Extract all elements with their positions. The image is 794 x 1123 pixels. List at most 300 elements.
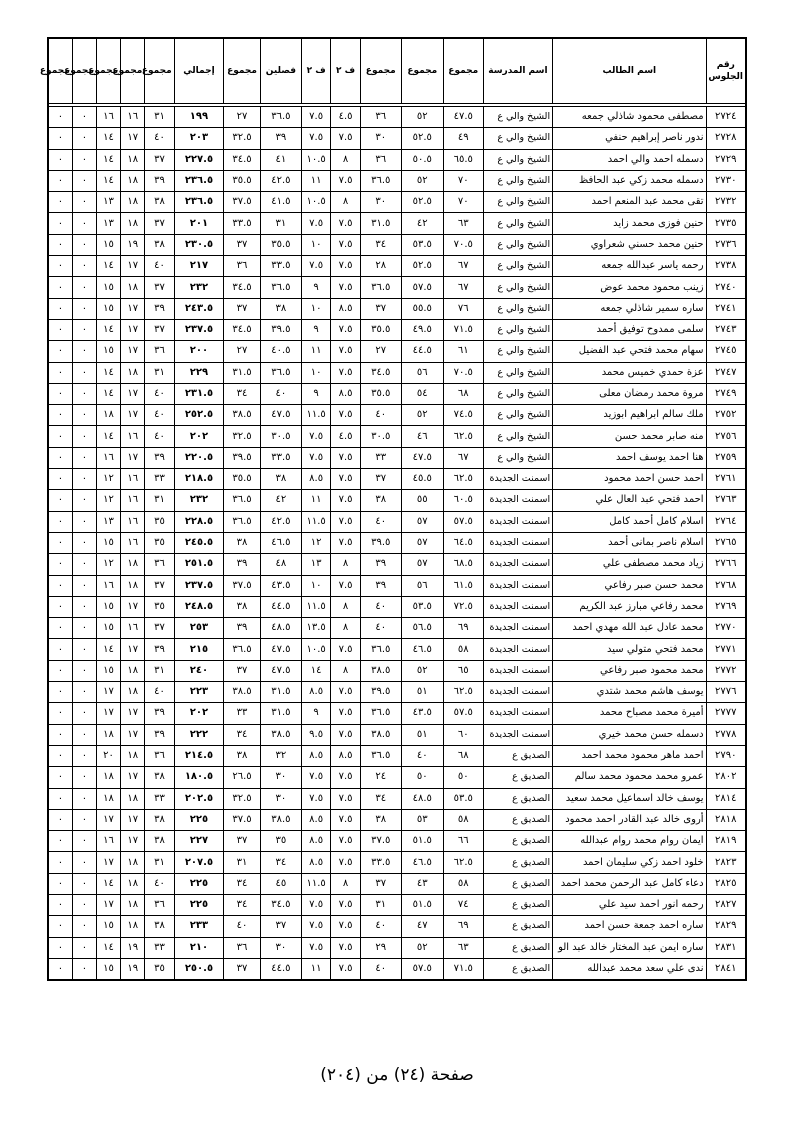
cell-total-9: ٠ bbox=[48, 234, 72, 255]
cell-total-2: ٥١ bbox=[401, 724, 443, 745]
cell-total-7: ٢٠ bbox=[96, 745, 120, 766]
cell-total-6: ١٨ bbox=[121, 852, 145, 873]
cell-term2-a: ٧.٥ bbox=[331, 213, 360, 234]
cell-total-3: ٣٥.٥ bbox=[360, 319, 401, 340]
cell-student-name: احمد ماهر محمود محمد احمد bbox=[553, 745, 706, 766]
cell-seat-number: ٢٧٤٣ bbox=[706, 319, 746, 340]
cell-total-9: ٠ bbox=[48, 170, 72, 191]
cell-total-7: ١٧ bbox=[96, 852, 120, 873]
cell-term2-b: ٧.٥ bbox=[301, 213, 330, 234]
cell-total-3: ٢٨ bbox=[360, 256, 401, 277]
cell-school-name: اسمنت الجديدة bbox=[483, 575, 552, 596]
cell-term2-b: ٩ bbox=[301, 703, 330, 724]
cell-total-7: ١٥ bbox=[96, 916, 120, 937]
cell-school-name: الشيخ والي ع bbox=[483, 128, 552, 149]
cell-seat-number: ٢٧٤٥ bbox=[706, 341, 746, 362]
cell-total-5: ٣٥ bbox=[145, 958, 174, 980]
cell-total-5: ٣٩ bbox=[145, 639, 174, 660]
cell-student-name: ساره سمير شاذلي جمعه bbox=[553, 298, 706, 319]
cell-seat-number: ٢٧٦٣ bbox=[706, 490, 746, 511]
cell-total-8: ٠ bbox=[72, 894, 96, 915]
cell-total-3: ٣٤.٥ bbox=[360, 362, 401, 383]
cell-term2-a: ٧.٥ bbox=[331, 809, 360, 830]
cell-two-terms: ٤٤.٥ bbox=[260, 596, 301, 617]
cell-total-4: ٢٧ bbox=[224, 107, 261, 128]
cell-two-terms: ٣٥ bbox=[260, 831, 301, 852]
cell-total-4: ٣٩.٥ bbox=[224, 447, 261, 468]
cell-seat-number: ٢٧٥٩ bbox=[706, 447, 746, 468]
table-row bbox=[48, 405, 746, 426]
cell-student-name: هنا احمد يوسف احمد bbox=[553, 447, 706, 468]
cell-seat-number: ٢٨١٩ bbox=[706, 831, 746, 852]
table-row bbox=[48, 469, 746, 490]
table-row bbox=[48, 660, 746, 681]
cell-total-2: ٤٧ bbox=[401, 916, 443, 937]
cell-grand-total: ٢٠٢.٥ bbox=[174, 788, 223, 809]
cell-total-1: ٦٨.٥ bbox=[443, 554, 483, 575]
cell-total-1: ٧٤ bbox=[443, 894, 483, 915]
cell-term2-b: ٧.٥ bbox=[301, 107, 330, 128]
table-row bbox=[48, 213, 746, 234]
cell-total-3: ٢٩ bbox=[360, 937, 401, 958]
cell-total-5: ٤٠ bbox=[145, 426, 174, 447]
cell-total-8: ٠ bbox=[72, 213, 96, 234]
cell-total-9: ٠ bbox=[48, 405, 72, 426]
cell-term2-b: ٧.٥ bbox=[301, 788, 330, 809]
cell-total-5: ٣٥ bbox=[145, 596, 174, 617]
cell-school-name: اسمنت الجديدة bbox=[483, 639, 552, 660]
cell-total-9: ٠ bbox=[48, 426, 72, 447]
cell-total-7: ١٧ bbox=[96, 809, 120, 830]
cell-term2-a: ٧.٥ bbox=[331, 831, 360, 852]
cell-total-9: ٠ bbox=[48, 107, 72, 128]
cell-total-7: ١٢ bbox=[96, 469, 120, 490]
cell-total-4: ٣٨.٥ bbox=[224, 682, 261, 703]
cell-seat-number: ٢٨٣١ bbox=[706, 937, 746, 958]
cell-total-5: ٤٠ bbox=[145, 256, 174, 277]
cell-total-2: ٥٣.٥ bbox=[401, 234, 443, 255]
cell-term2-a: ٧.٥ bbox=[331, 277, 360, 298]
cell-two-terms: ٣٩ bbox=[260, 128, 301, 149]
cell-term2-a: ٧.٥ bbox=[331, 362, 360, 383]
cell-term2-a: ٧.٥ bbox=[331, 256, 360, 277]
cell-total-4: ٣٣.٥ bbox=[224, 213, 261, 234]
cell-seat-number: ٢٨٢٥ bbox=[706, 873, 746, 894]
cell-total-6: ١٦ bbox=[121, 490, 145, 511]
cell-school-name: الشيخ والي ع bbox=[483, 298, 552, 319]
cell-two-terms: ٣٦.٥ bbox=[260, 362, 301, 383]
cell-total-1: ٦٨ bbox=[443, 383, 483, 404]
cell-term2-a: ٧.٥ bbox=[331, 490, 360, 511]
cell-total-3: ٣٧.٥ bbox=[360, 831, 401, 852]
cell-total-5: ٣٨ bbox=[145, 831, 174, 852]
cell-total-7: ١٨ bbox=[96, 767, 120, 788]
cell-term2-a: ٧.٥ bbox=[331, 319, 360, 340]
cell-student-name: عزة حمدي خميس محمد bbox=[553, 362, 706, 383]
cell-total-6: ١٦ bbox=[121, 469, 145, 490]
cell-total-3: ٣٦.٥ bbox=[360, 170, 401, 191]
cell-total-6: ١٨ bbox=[121, 788, 145, 809]
cell-total-5: ٤٠ bbox=[145, 383, 174, 404]
cell-total-5: ٣٩ bbox=[145, 724, 174, 745]
cell-total-3: ٤٠ bbox=[360, 618, 401, 639]
cell-total-1: ٦٢.٥ bbox=[443, 426, 483, 447]
cell-student-name: منه صابر محمد حسن bbox=[553, 426, 706, 447]
cell-total-7: ١٤ bbox=[96, 149, 120, 170]
cell-total-5: ٣٧ bbox=[145, 319, 174, 340]
cell-grand-total: ١٨٠.٥ bbox=[174, 767, 223, 788]
cell-term2-a: ٧.٥ bbox=[331, 128, 360, 149]
cell-seat-number: ٢٧٧٧ bbox=[706, 703, 746, 724]
cell-total-7: ١٧ bbox=[96, 703, 120, 724]
cell-total-2: ٤٦.٥ bbox=[401, 639, 443, 660]
cell-total-3: ٣٤ bbox=[360, 788, 401, 809]
table-row bbox=[48, 341, 746, 362]
cell-total-4: ٢٧ bbox=[224, 341, 261, 362]
cell-two-terms: ٣١.٥ bbox=[260, 703, 301, 724]
table-row bbox=[48, 873, 746, 894]
table-row bbox=[48, 107, 746, 128]
cell-total-8: ٠ bbox=[72, 426, 96, 447]
cell-total-4: ٣٧ bbox=[224, 831, 261, 852]
cell-total-9: ٠ bbox=[48, 660, 72, 681]
cell-total-2: ٤٨.٥ bbox=[401, 788, 443, 809]
cell-total-3: ٣٩ bbox=[360, 575, 401, 596]
cell-school-name: اسمنت الجديدة bbox=[483, 703, 552, 724]
table-row bbox=[48, 639, 746, 660]
cell-total-9: ٠ bbox=[48, 682, 72, 703]
cell-total-5: ٣٦ bbox=[145, 554, 174, 575]
cell-total-3: ٣٦.٥ bbox=[360, 277, 401, 298]
cell-school-name: الشيخ والي ع bbox=[483, 149, 552, 170]
cell-total-2: ٥٠ bbox=[401, 767, 443, 788]
cell-grand-total: ٢٣٧.٥ bbox=[174, 575, 223, 596]
cell-student-name: ملك سالم ابراهيم ابوزيد bbox=[553, 405, 706, 426]
cell-total-3: ٤٠ bbox=[360, 958, 401, 980]
cell-total-2: ٥٧.٥ bbox=[401, 277, 443, 298]
table-row bbox=[48, 128, 746, 149]
cell-total-1: ٥٠ bbox=[443, 767, 483, 788]
cell-total-4: ٣٥.٥ bbox=[224, 170, 261, 191]
cell-school-name: الشيخ والي ع bbox=[483, 447, 552, 468]
cell-total-2: ٥٣.٥ bbox=[401, 596, 443, 617]
cell-total-8: ٠ bbox=[72, 447, 96, 468]
cell-total-4: ٣٤ bbox=[224, 894, 261, 915]
cell-total-4: ٣٦.٥ bbox=[224, 639, 261, 660]
cell-total-5: ٣١ bbox=[145, 490, 174, 511]
cell-two-terms: ٣٨ bbox=[260, 469, 301, 490]
cell-total-9: ٠ bbox=[48, 745, 72, 766]
cell-total-1: ٦٨ bbox=[443, 745, 483, 766]
cell-term2-b: ١٤ bbox=[301, 660, 330, 681]
cell-grand-total: ٢٤٠ bbox=[174, 660, 223, 681]
cell-total-8: ٠ bbox=[72, 192, 96, 213]
cell-two-terms: ٤٠.٥ bbox=[260, 341, 301, 362]
cell-term2-b: ١١ bbox=[301, 490, 330, 511]
cell-total-8: ٠ bbox=[72, 916, 96, 937]
cell-total-8: ٠ bbox=[72, 639, 96, 660]
cell-student-name: دعاء كامل عبد الرحمن محمد احمد bbox=[553, 873, 706, 894]
cell-term2-a: ٧.٥ bbox=[331, 405, 360, 426]
cell-total-8: ٠ bbox=[72, 170, 96, 191]
table-row bbox=[48, 362, 746, 383]
cell-term2-b: ٧.٥ bbox=[301, 767, 330, 788]
cell-total-2: ٥٤ bbox=[401, 383, 443, 404]
cell-grand-total: ٢٢٣ bbox=[174, 682, 223, 703]
cell-total-1: ٦١.٥ bbox=[443, 575, 483, 596]
cell-seat-number: ٢٧٦٥ bbox=[706, 532, 746, 553]
cell-total-7: ١٤ bbox=[96, 170, 120, 191]
cell-total-9: ٠ bbox=[48, 831, 72, 852]
cell-total-6: ١٧ bbox=[121, 128, 145, 149]
cell-term2-b: ٧.٥ bbox=[301, 447, 330, 468]
cell-two-terms: ٣١.٥ bbox=[260, 682, 301, 703]
cell-total-2: ٥١.٥ bbox=[401, 831, 443, 852]
cell-seat-number: ٢٧٤٧ bbox=[706, 362, 746, 383]
cell-total-5: ٣٩ bbox=[145, 170, 174, 191]
cell-grand-total: ٢٣٣ bbox=[174, 916, 223, 937]
cell-total-9: ٠ bbox=[48, 192, 72, 213]
table-row bbox=[48, 809, 746, 830]
cell-seat-number: ٢٧٢٩ bbox=[706, 149, 746, 170]
cell-total-7: ١٦ bbox=[96, 831, 120, 852]
cell-student-name: ندور ناصر إبراهيم حنفي bbox=[553, 128, 706, 149]
table-row bbox=[48, 319, 746, 340]
cell-school-name: الصديق ع bbox=[483, 916, 552, 937]
cell-total-3: ٣٦.٥ bbox=[360, 639, 401, 660]
cell-total-5: ٤٠ bbox=[145, 682, 174, 703]
cell-term2-a: ٧.٥ bbox=[331, 958, 360, 980]
cell-student-name: محمد فتحي متولي سيد bbox=[553, 639, 706, 660]
cell-school-name: الشيخ والي ع bbox=[483, 107, 552, 128]
cell-total-8: ٠ bbox=[72, 383, 96, 404]
cell-seat-number: ٢٧٤٠ bbox=[706, 277, 746, 298]
cell-total-4: ٣٧ bbox=[224, 958, 261, 980]
cell-total-2: ٤٩.٥ bbox=[401, 319, 443, 340]
cell-total-5: ٣١ bbox=[145, 660, 174, 681]
cell-total-8: ٠ bbox=[72, 511, 96, 532]
cell-total-8: ٠ bbox=[72, 298, 96, 319]
cell-total-3: ٤٠ bbox=[360, 405, 401, 426]
cell-total-4: ٣٨ bbox=[224, 532, 261, 553]
cell-total-1: ٦٠ bbox=[443, 724, 483, 745]
cell-total-1: ٤٧.٥ bbox=[443, 107, 483, 128]
cell-total-2: ٥٧ bbox=[401, 532, 443, 553]
cell-total-7: ١٣ bbox=[96, 511, 120, 532]
table-row bbox=[48, 490, 746, 511]
cell-school-name: الشيخ والي ع bbox=[483, 192, 552, 213]
cell-student-name: حنين محمد حسني شعراوي bbox=[553, 234, 706, 255]
cell-total-7: ١٤ bbox=[96, 426, 120, 447]
cell-total-7: ١٦ bbox=[96, 447, 120, 468]
cell-two-terms: ٣٨.٥ bbox=[260, 724, 301, 745]
cell-total-9: ٠ bbox=[48, 724, 72, 745]
cell-seat-number: ٢٨١٨ bbox=[706, 809, 746, 830]
cell-student-name: أروى خالد عبد القادر احمد محمود bbox=[553, 809, 706, 830]
cell-total-5: ٤٠ bbox=[145, 873, 174, 894]
cell-school-name: اسمنت الجديدة bbox=[483, 469, 552, 490]
cell-total-9: ٠ bbox=[48, 298, 72, 319]
cell-total-4: ٣٤.٥ bbox=[224, 319, 261, 340]
cell-total-8: ٠ bbox=[72, 618, 96, 639]
cell-total-2: ٥٥.٥ bbox=[401, 298, 443, 319]
cell-student-name: تقى محمد عبد المنعم احمد bbox=[553, 192, 706, 213]
cell-total-8: ٠ bbox=[72, 788, 96, 809]
cell-total-4: ٣٧.٥ bbox=[224, 192, 261, 213]
cell-total-8: ٠ bbox=[72, 341, 96, 362]
cell-total-7: ١٤ bbox=[96, 128, 120, 149]
cell-term2-a: ٧.٥ bbox=[331, 447, 360, 468]
cell-total-9: ٠ bbox=[48, 937, 72, 958]
cell-seat-number: ٢٨٢٩ bbox=[706, 916, 746, 937]
cell-total-9: ٠ bbox=[48, 767, 72, 788]
cell-total-6: ١٧ bbox=[121, 703, 145, 724]
cell-total-7: ١٦ bbox=[96, 107, 120, 128]
cell-total-6: ١٩ bbox=[121, 958, 145, 980]
table-row bbox=[48, 618, 746, 639]
cell-total-5: ٣٧ bbox=[145, 277, 174, 298]
cell-total-4: ٣٤ bbox=[224, 873, 261, 894]
header-school-name: اسم المدرسة bbox=[483, 38, 552, 104]
cell-term2-b: ٧.٥ bbox=[301, 256, 330, 277]
cell-total-8: ٠ bbox=[72, 277, 96, 298]
cell-total-8: ٠ bbox=[72, 149, 96, 170]
cell-two-terms: ٤٠ bbox=[260, 383, 301, 404]
cell-total-5: ٣١ bbox=[145, 107, 174, 128]
cell-total-2: ٥٢ bbox=[401, 937, 443, 958]
cell-grand-total: ٢٠٢ bbox=[174, 426, 223, 447]
cell-grand-total: ٢٢٨.٥ bbox=[174, 511, 223, 532]
cell-term2-b: ١١.٥ bbox=[301, 596, 330, 617]
cell-total-5: ٣٨ bbox=[145, 234, 174, 255]
cell-seat-number: ٢٧٧١ bbox=[706, 639, 746, 660]
cell-total-3: ٣٦.٥ bbox=[360, 703, 401, 724]
cell-total-9: ٠ bbox=[48, 213, 72, 234]
cell-two-terms: ٤١.٥ bbox=[260, 192, 301, 213]
cell-total-7: ١٥ bbox=[96, 298, 120, 319]
cell-total-3: ٣٣.٥ bbox=[360, 852, 401, 873]
cell-total-1: ٦٤.٥ bbox=[443, 532, 483, 553]
table-row bbox=[48, 234, 746, 255]
cell-total-6: ١٨ bbox=[121, 277, 145, 298]
cell-school-name: الصديق ع bbox=[483, 809, 552, 830]
cell-total-1: ٧١.٥ bbox=[443, 958, 483, 980]
cell-student-name: اسلام ناصر بمانى أحمد bbox=[553, 532, 706, 553]
table-row bbox=[48, 937, 746, 958]
cell-total-8: ٠ bbox=[72, 596, 96, 617]
table-row bbox=[48, 192, 746, 213]
cell-total-9: ٠ bbox=[48, 703, 72, 724]
cell-grand-total: ٢٤٣.٥ bbox=[174, 298, 223, 319]
cell-two-terms: ٤٤.٥ bbox=[260, 958, 301, 980]
cell-term2-b: ١١.٥ bbox=[301, 511, 330, 532]
cell-total-9: ٠ bbox=[48, 639, 72, 660]
cell-total-8: ٠ bbox=[72, 937, 96, 958]
cell-total-9: ٠ bbox=[48, 490, 72, 511]
cell-term2-a: ٧.٥ bbox=[331, 639, 360, 660]
cell-seat-number: ٢٧٧٠ bbox=[706, 618, 746, 639]
cell-seat-number: ٢٧٩٠ bbox=[706, 745, 746, 766]
cell-seat-number: ٢٧٣٨ bbox=[706, 256, 746, 277]
cell-total-2: ٥٦ bbox=[401, 575, 443, 596]
cell-total-8: ٠ bbox=[72, 703, 96, 724]
cell-total-7: ١٥ bbox=[96, 958, 120, 980]
cell-total-2: ٥٠.٥ bbox=[401, 149, 443, 170]
cell-total-2: ٤٣ bbox=[401, 873, 443, 894]
cell-total-1: ٦٠.٥ bbox=[443, 490, 483, 511]
table-row bbox=[48, 596, 746, 617]
cell-total-6: ١٨ bbox=[121, 362, 145, 383]
cell-student-name: ساره ايمن عبد المختار خالد عبد الو bbox=[553, 937, 706, 958]
cell-grand-total: ٢٢٥ bbox=[174, 809, 223, 830]
table-row bbox=[48, 916, 746, 937]
cell-total-3: ٣٥.٥ bbox=[360, 383, 401, 404]
cell-total-5: ٤٠ bbox=[145, 405, 174, 426]
cell-total-6: ١٧ bbox=[121, 724, 145, 745]
cell-student-name: يوسف خالد اسماعيل محمد سعيد bbox=[553, 788, 706, 809]
cell-total-8: ٠ bbox=[72, 554, 96, 575]
cell-total-1: ٥٧.٥ bbox=[443, 511, 483, 532]
header-total-5: مجموع bbox=[145, 38, 174, 104]
cell-term2-a: ٧.٥ bbox=[331, 916, 360, 937]
cell-seat-number: ٢٨١٤ bbox=[706, 788, 746, 809]
cell-seat-number: ٢٧٣٦ bbox=[706, 234, 746, 255]
cell-total-2: ٤٦ bbox=[401, 426, 443, 447]
table-row bbox=[48, 894, 746, 915]
cell-total-9: ٠ bbox=[48, 873, 72, 894]
cell-student-name: أميرة محمد مصباح محمد bbox=[553, 703, 706, 724]
cell-total-1: ٥٨ bbox=[443, 639, 483, 660]
cell-total-6: ١٦ bbox=[121, 618, 145, 639]
cell-total-7: ١٨ bbox=[96, 788, 120, 809]
table-row bbox=[48, 682, 746, 703]
header-total-8: مجموع bbox=[72, 38, 96, 104]
cell-total-5: ٤٠ bbox=[145, 128, 174, 149]
cell-total-6: ١٨ bbox=[121, 149, 145, 170]
cell-total-3: ٣٦.٥ bbox=[360, 745, 401, 766]
cell-total-4: ٣٩ bbox=[224, 618, 261, 639]
cell-total-1: ٥٣.٥ bbox=[443, 788, 483, 809]
table-row bbox=[48, 383, 746, 404]
cell-total-2: ٥٢.٥ bbox=[401, 256, 443, 277]
cell-total-8: ٠ bbox=[72, 405, 96, 426]
cell-total-3: ٣٧ bbox=[360, 298, 401, 319]
cell-seat-number: ٢٧٢٨ bbox=[706, 128, 746, 149]
header-total-2: مجموع bbox=[401, 38, 443, 104]
cell-term2-b: ٨.٥ bbox=[301, 809, 330, 830]
table-row bbox=[48, 724, 746, 745]
cell-total-5: ٣٨ bbox=[145, 767, 174, 788]
cell-term2-b: ٧.٥ bbox=[301, 894, 330, 915]
cell-total-9: ٠ bbox=[48, 809, 72, 830]
cell-total-6: ١٦ bbox=[121, 426, 145, 447]
cell-total-6: ١٧ bbox=[121, 383, 145, 404]
cell-grand-total: ١٩٩ bbox=[174, 107, 223, 128]
cell-total-7: ١٨ bbox=[96, 724, 120, 745]
table-row bbox=[48, 554, 746, 575]
cell-total-2: ٥٢ bbox=[401, 170, 443, 191]
cell-student-name: اسلام كامل أحمد كامل bbox=[553, 511, 706, 532]
cell-total-7: ١٤ bbox=[96, 937, 120, 958]
cell-total-8: ٠ bbox=[72, 682, 96, 703]
cell-total-2: ٥٢ bbox=[401, 660, 443, 681]
cell-grand-total: ٢٢٧ bbox=[174, 831, 223, 852]
cell-total-6: ١٨ bbox=[121, 213, 145, 234]
cell-two-terms: ٣١ bbox=[260, 213, 301, 234]
cell-total-5: ٣٧ bbox=[145, 149, 174, 170]
cell-total-9: ٠ bbox=[48, 554, 72, 575]
cell-school-name: الشيخ والي ع bbox=[483, 213, 552, 234]
